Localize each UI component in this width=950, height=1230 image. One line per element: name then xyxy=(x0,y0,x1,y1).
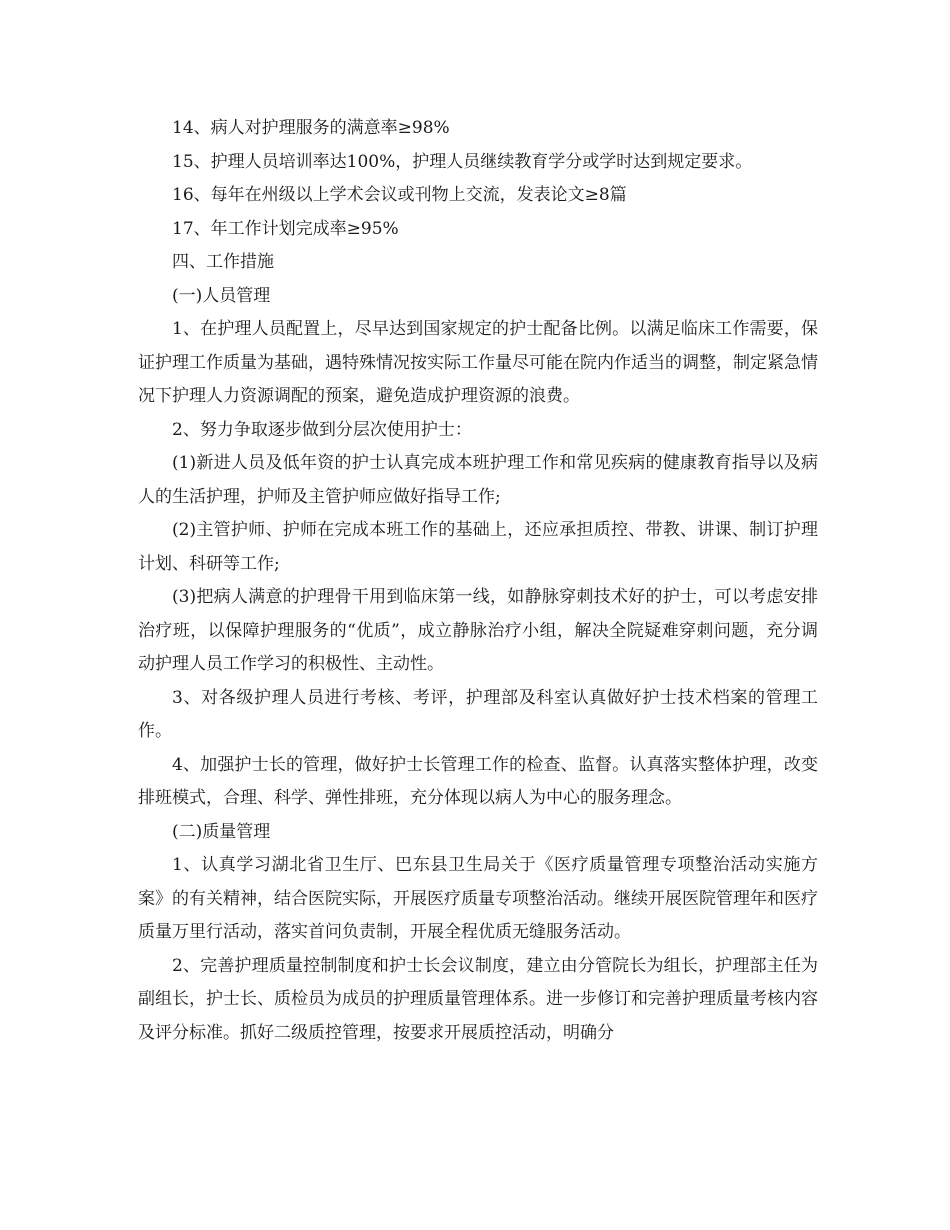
section-heading-measures: 四、工作措施 xyxy=(172,252,274,272)
paragraph-senior-nurses: (2)主管护师、护师在完成本班工作的基础上，还应承担质控、带教、讲课、制订护理计划、科研等工作; xyxy=(138,520,818,574)
paragraph-tiered-use: 2、努力争取逐步做到分层次使用护士： xyxy=(172,419,472,440)
paragraph-quality-study: 1、认真学习湖北省卫生厅、巴东县卫生局关于《医疗质量管理专项整治活动实施方案》的有关精神，结合医院实际，开展医疗质量专项整治活动。继续开展医院管理年和医疗质量万里行活动，落实首问负责制，开展全程优质无缝服务活动。 xyxy=(138,855,818,942)
document-page xyxy=(138,112,818,1050)
paragraph-assessment: 3、对各级护理人员进行考核、考评，护理部及科室认真做好护士技术档案的管理工作。 xyxy=(138,687,818,741)
paragraph-new-staff: (1)新进人员及低年资的护士认真完成本班护理工作和常见疾病的健康教育指导以及病人的生活护理，护师及主管护师应做好指导工作; xyxy=(138,453,818,507)
subsection-heading-personnel: (一)人员管理 xyxy=(172,285,271,306)
paragraph-satisfaction-rate: 14、病人对护理服务的满意率≥98% xyxy=(172,118,450,138)
paragraph-backbone-nurses: (3)把病人满意的护理骨干用到临床第一线，如静脉穿刺技术好的护士，可以考虑安排治疗班，以保障护理服务的“优质”，成立静脉治疗小组，解决全院疑难穿刺问题，充分调动护理人员工作学习的积极性、主动性。 xyxy=(138,587,818,674)
paragraph-staffing: 1、在护理人员配置上，尽早达到国家规定的护士配备比例。以满足临床工作需要，保证护理工作质量为基础，遇特殊情况按实际工作量尽可能在院内作适当的调整，制定紧急情况下护理人力资源调配的预案，避免造成护理资源的浪费。 xyxy=(138,319,818,406)
paragraph-plan-completion: 17、年工作计划完成率≥95% xyxy=(172,218,399,239)
paragraph-training-rate: 15、护理人员培训率达100%，护理人员继续教育学分或学时达到规定要求。 xyxy=(172,151,753,172)
paragraph-quality-control: 2、完善护理质量控制制度和护士长会议制度，建立由分管院长为组长，护理部主任为副组长，护士长、质检员为成员的护理质量管理体系。进一步修订和完善护理质量考核内容及评分标准。抓好二级质控管理，按要求开展质控活动，明确分 xyxy=(138,955,818,1043)
subsection-heading-quality: (二)质量管理 xyxy=(172,821,271,842)
paragraph-head-nurse: 4、加强护士长的管理，做好护士长管理工作的检查、监督。认真落实整体护理，改变排班模式，合理、科学、弹性排班，充分体现以病人为中心的服务理念。 xyxy=(138,754,818,808)
paragraph-papers: 16、每年在州级以上学术会议或刊物上交流，发表论文≥8篇 xyxy=(172,185,627,205)
